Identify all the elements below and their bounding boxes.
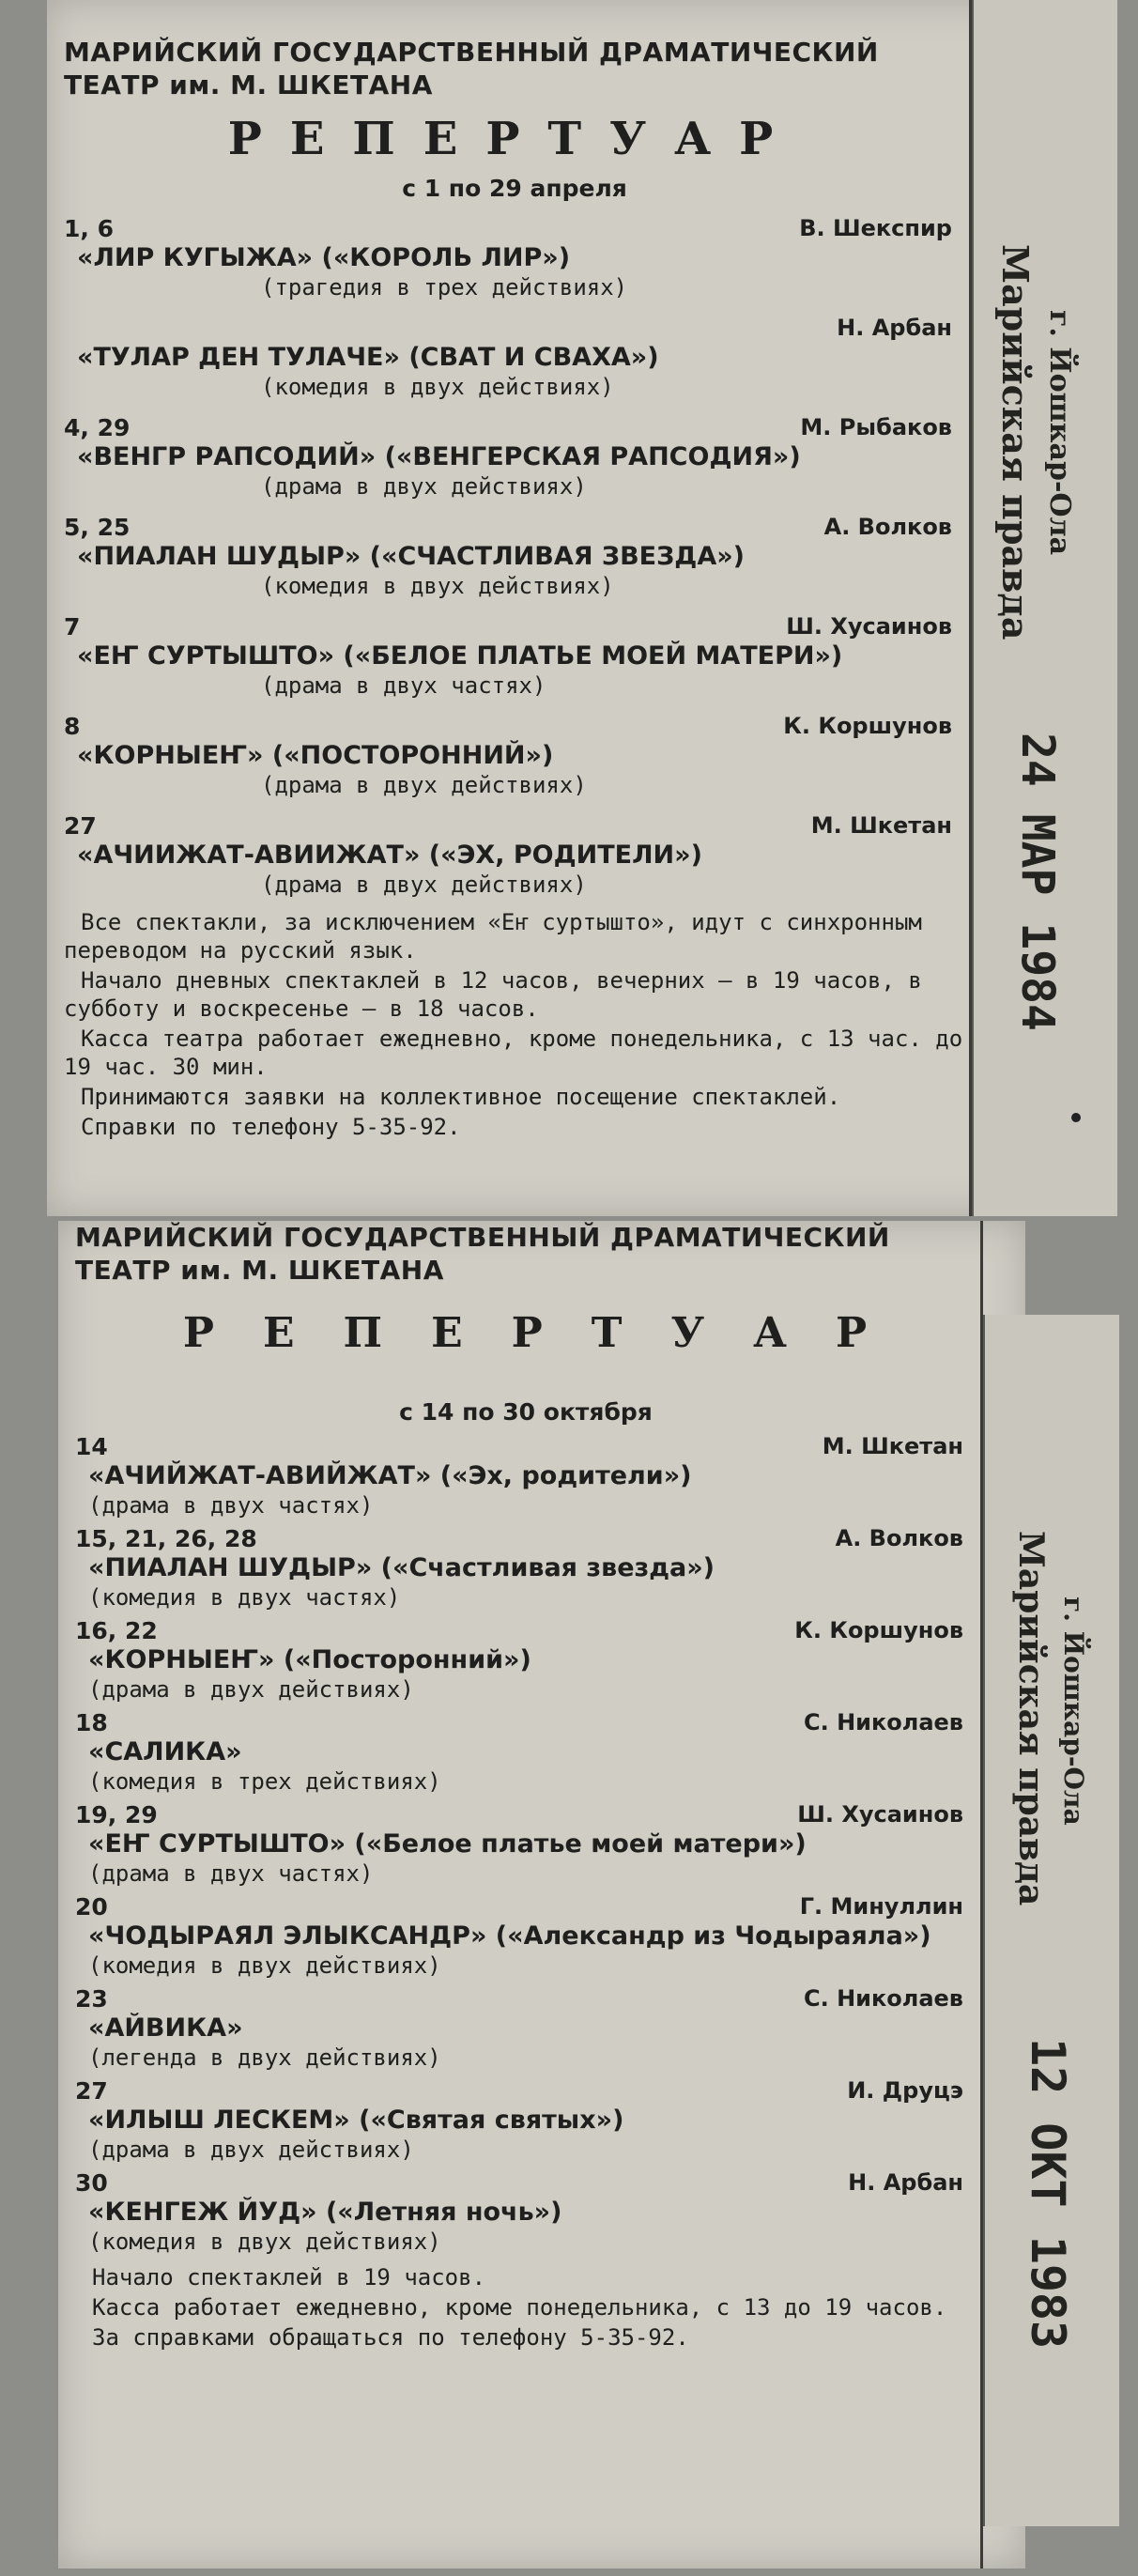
play-genre: (комедия в двух частях) bbox=[88, 1584, 401, 1611]
performance-dates: 20 bbox=[75, 1893, 108, 1920]
entry-header bbox=[75, 1801, 977, 1829]
entry-header bbox=[64, 514, 965, 542]
play-title: «КЕНГЕЖ ЙУД» («Летняя ночь») bbox=[88, 2198, 562, 2227]
info-note: За справками обращаться по телефону 5-35-92. bbox=[92, 2324, 689, 2351]
play-author: К. Коршунов bbox=[783, 713, 952, 739]
performance-dates: 5, 25 bbox=[64, 514, 131, 541]
performance-dates: 19, 29 bbox=[75, 1801, 158, 1828]
info-note: Справки по телефону 5-35-92. bbox=[81, 1114, 461, 1140]
performance-dates: 4, 29 bbox=[64, 414, 131, 441]
repertoire-entry bbox=[64, 315, 965, 401]
play-title: «ИЛЫШ ЛЕСКЕМ» («Святая святых») bbox=[88, 2106, 624, 2135]
repertoire-entry bbox=[75, 2169, 977, 2256]
date-value: 12 ОКТ 1983 bbox=[1021, 2038, 1075, 2350]
performance-dates: 1, 6 bbox=[64, 215, 114, 242]
play-title: «ТУЛАР ДЕН ТУЛАЧЕ» (СВАТ И СВАХА») bbox=[77, 343, 659, 372]
newspaper-clipping-april bbox=[47, 0, 1117, 1216]
city-name: г. Йошкар-Ола bbox=[1043, 310, 1076, 556]
play-title: «ЕҤ СУРТЫШТО» («БЕЛОЕ ПЛАТЬЕ МОЕЙ МАТЕРИ») bbox=[77, 641, 843, 671]
repertoire-entry bbox=[64, 215, 965, 301]
play-author: С. Николаев bbox=[803, 1985, 963, 2012]
play-genre: (драма в двух действиях) bbox=[88, 1676, 414, 1703]
date-stamp-strip bbox=[972, 0, 1117, 1216]
notes-block bbox=[64, 908, 965, 1141]
play-author: К. Коршунов bbox=[794, 1617, 963, 1643]
play-genre: (комедия в трех действиях) bbox=[88, 1768, 441, 1795]
clipping-content bbox=[64, 36, 965, 1141]
date-value: 24 МАР 1984 bbox=[1011, 733, 1064, 1031]
notes-block bbox=[75, 2263, 977, 2352]
play-author: В. Шекспир bbox=[799, 215, 952, 241]
date-stamp-strip bbox=[983, 1315, 1119, 2526]
entry-header bbox=[64, 713, 965, 741]
date-stamp bbox=[1011, 733, 1064, 1031]
entry-header bbox=[75, 1985, 977, 2013]
play-author: Н. Арбан bbox=[848, 2169, 963, 2196]
entry-header bbox=[75, 2169, 977, 2198]
repertoire-entry bbox=[75, 1525, 977, 1612]
repertoire-entry bbox=[75, 1709, 977, 1796]
period: с 1 по 29 апреля bbox=[402, 175, 627, 202]
punch-mark bbox=[1071, 1113, 1081, 1122]
play-genre: (драма в двух частях) bbox=[261, 672, 546, 699]
play-genre: (драма в двух частях) bbox=[88, 1860, 374, 1887]
play-author: А. Волков bbox=[835, 1525, 963, 1551]
performance-dates: 14 bbox=[75, 1433, 108, 1460]
repertoire-entry bbox=[75, 1893, 977, 1980]
entry-header bbox=[75, 2077, 977, 2106]
entry-header bbox=[64, 812, 965, 841]
play-genre: (трагедия в трех действиях) bbox=[261, 274, 628, 301]
repertoire-title: РЕПЕРТУАР bbox=[182, 1309, 916, 1357]
performance-dates: 27 bbox=[64, 812, 97, 840]
play-title: «ЛИР КУГЫЖА» («КОРОЛЬ ЛИР») bbox=[77, 243, 571, 272]
entry-header bbox=[64, 215, 965, 243]
publication-name: Марийская правда bbox=[994, 244, 1037, 640]
play-author: Г. Минуллин bbox=[799, 1893, 963, 1920]
play-author: М. Шкетан bbox=[822, 1433, 963, 1459]
city-stamp bbox=[1058, 1597, 1089, 1826]
entry-header bbox=[64, 613, 965, 641]
play-title: «ЧОДЫРАЯЛ ЭЛЫКСАНДР» («Александр из Чодыраяла») bbox=[88, 1921, 931, 1951]
performance-dates: 23 bbox=[75, 1985, 108, 2013]
play-author: Ш. Хусаинов bbox=[786, 613, 952, 640]
play-author: И. Друцэ bbox=[847, 2077, 963, 2104]
entry-header bbox=[64, 414, 965, 442]
play-genre: (драма в двух частях) bbox=[88, 1492, 374, 1519]
play-title: «АЧИЙЖАТ-АВИЙЖАТ» («Эх, родители») bbox=[88, 1461, 692, 1490]
date-stamp bbox=[1021, 2038, 1075, 2349]
repertoire-entry bbox=[75, 1617, 977, 1704]
play-genre: (легенда в двух действиях) bbox=[88, 2044, 441, 2071]
repertoire-entry bbox=[64, 713, 965, 799]
repertoire-entry bbox=[64, 414, 965, 501]
play-genre: (драма в двух действиях) bbox=[261, 772, 587, 798]
repertoire-entry bbox=[75, 1801, 977, 1888]
repertoire-entry bbox=[64, 613, 965, 700]
info-note: Все спектакли, за исключением «Еҥ суртышто», идут с синхронным переводом на русский язык. bbox=[64, 909, 922, 964]
play-genre: (драма в двух действиях) bbox=[261, 872, 587, 898]
play-genre: (драма в двух действиях) bbox=[261, 473, 587, 500]
play-title: «ВЕНГР РАПСОДИЙ» («ВЕНГЕРСКАЯ РАПСОДИЯ») bbox=[77, 442, 801, 471]
play-title: «КОРНЫЕҤ» («Посторонний») bbox=[88, 1645, 531, 1674]
entry-header bbox=[75, 1709, 977, 1737]
publication-name: Марийская правда bbox=[1011, 1531, 1051, 1906]
play-author: Н. Арбан bbox=[837, 315, 952, 341]
play-author: М. Рыбаков bbox=[800, 414, 952, 440]
info-note: Касса театра работает ежедневно, кроме понедельника, с 13 час. до 19 час. 30 мин. bbox=[64, 1026, 963, 1080]
entry-header bbox=[64, 315, 965, 343]
clipping-body bbox=[47, 0, 972, 1216]
play-author: М. Шкетан bbox=[810, 812, 952, 839]
play-author: Ш. Хусаинов bbox=[797, 1801, 963, 1828]
performance-dates: 16, 22 bbox=[75, 1617, 158, 1644]
info-note: Начало спектаклей в 19 часов. bbox=[92, 2264, 486, 2291]
entries-list bbox=[64, 215, 965, 899]
repertoire-entry bbox=[75, 2077, 977, 2164]
entries-list bbox=[75, 1433, 977, 2256]
performance-dates: 27 bbox=[75, 2077, 108, 2105]
repertoire-entry bbox=[64, 514, 965, 600]
info-note: Начало дневных спектаклей в 12 часов, вечерних — в 19 часов, в субботу и воскресенье — в 18 часов. bbox=[64, 967, 922, 1022]
repertoire-entry bbox=[75, 1433, 977, 1519]
play-title: «АЙВИКА» bbox=[88, 2013, 243, 2043]
theatre-name: МАРИЙСКИЙ ГОСУДАРСТВЕННЫЙ ДРАМАТИЧЕСКИЙ ТЕАТР им. М. ШКЕТАНА bbox=[75, 1222, 890, 1286]
info-note: Касса работает ежедневно, кроме понедельника, с 13 до 19 часов. bbox=[92, 2294, 947, 2321]
publication-stamp bbox=[1011, 1531, 1051, 1905]
entry-header bbox=[75, 1893, 977, 1921]
play-title: «ПИАЛАН ШУДЫР» («СЧАСТЛИВАЯ ЗВЕЗДА») bbox=[77, 542, 746, 571]
performance-dates: 8 bbox=[64, 713, 81, 740]
clipping-content bbox=[75, 1221, 977, 2352]
play-title: «АЧИИЖАТ-АВИИЖАТ» («ЭХ, РОДИТЕЛИ») bbox=[77, 841, 702, 870]
play-genre: (комедия в двух действиях) bbox=[261, 573, 614, 599]
period: с 14 по 30 октября bbox=[399, 1398, 653, 1426]
performance-dates: 18 bbox=[75, 1709, 108, 1736]
play-title: «САЛИКА» bbox=[88, 1737, 242, 1766]
city-name: г. Йошкар-Ола bbox=[1058, 1597, 1089, 1826]
clipping-body bbox=[58, 1221, 983, 2568]
play-genre: (комедия в двух действиях) bbox=[261, 374, 614, 400]
theatre-name: МАРИЙСКИЙ ГОСУДАРСТВЕННЫЙ ДРАМАТИЧЕСКИЙ ТЕАТР им. М. ШКЕТАНА bbox=[64, 37, 879, 100]
repertoire-entry bbox=[75, 1985, 977, 2072]
entry-header bbox=[75, 1617, 977, 1645]
entry-header bbox=[75, 1433, 977, 1461]
play-title: «КОРНЫЕҤ» («ПОСТОРОННИЙ») bbox=[77, 741, 554, 770]
city-stamp bbox=[1043, 310, 1076, 555]
repertoire-title: РЕПЕРТУАР bbox=[227, 113, 802, 165]
play-genre: (драма в двух действиях) bbox=[88, 2136, 414, 2163]
performance-dates: 15, 21, 26, 28 bbox=[75, 1525, 257, 1552]
performance-dates: 7 bbox=[64, 613, 81, 640]
play-genre: (комедия в двух действиях) bbox=[88, 1952, 441, 1979]
play-author: С. Николаев bbox=[803, 1709, 963, 1735]
play-author: А. Волков bbox=[823, 514, 952, 540]
info-note: Принимаются заявки на коллективное посещение спектаклей. bbox=[81, 1084, 841, 1110]
performance-dates: 30 bbox=[75, 2169, 108, 2197]
newspaper-clipping-october bbox=[58, 1221, 1089, 2568]
publication-stamp bbox=[994, 244, 1037, 640]
entry-header bbox=[75, 1525, 977, 1553]
play-genre: (комедия в двух действиях) bbox=[88, 2229, 441, 2255]
play-title: «ПИАЛАН ШУДЫР» («Счастливая звезда») bbox=[88, 1553, 715, 1582]
repertoire-entry bbox=[64, 812, 965, 899]
play-title: «ЕҤ СУРТЫШТО» («Белое платье моей матери») bbox=[88, 1829, 807, 1859]
